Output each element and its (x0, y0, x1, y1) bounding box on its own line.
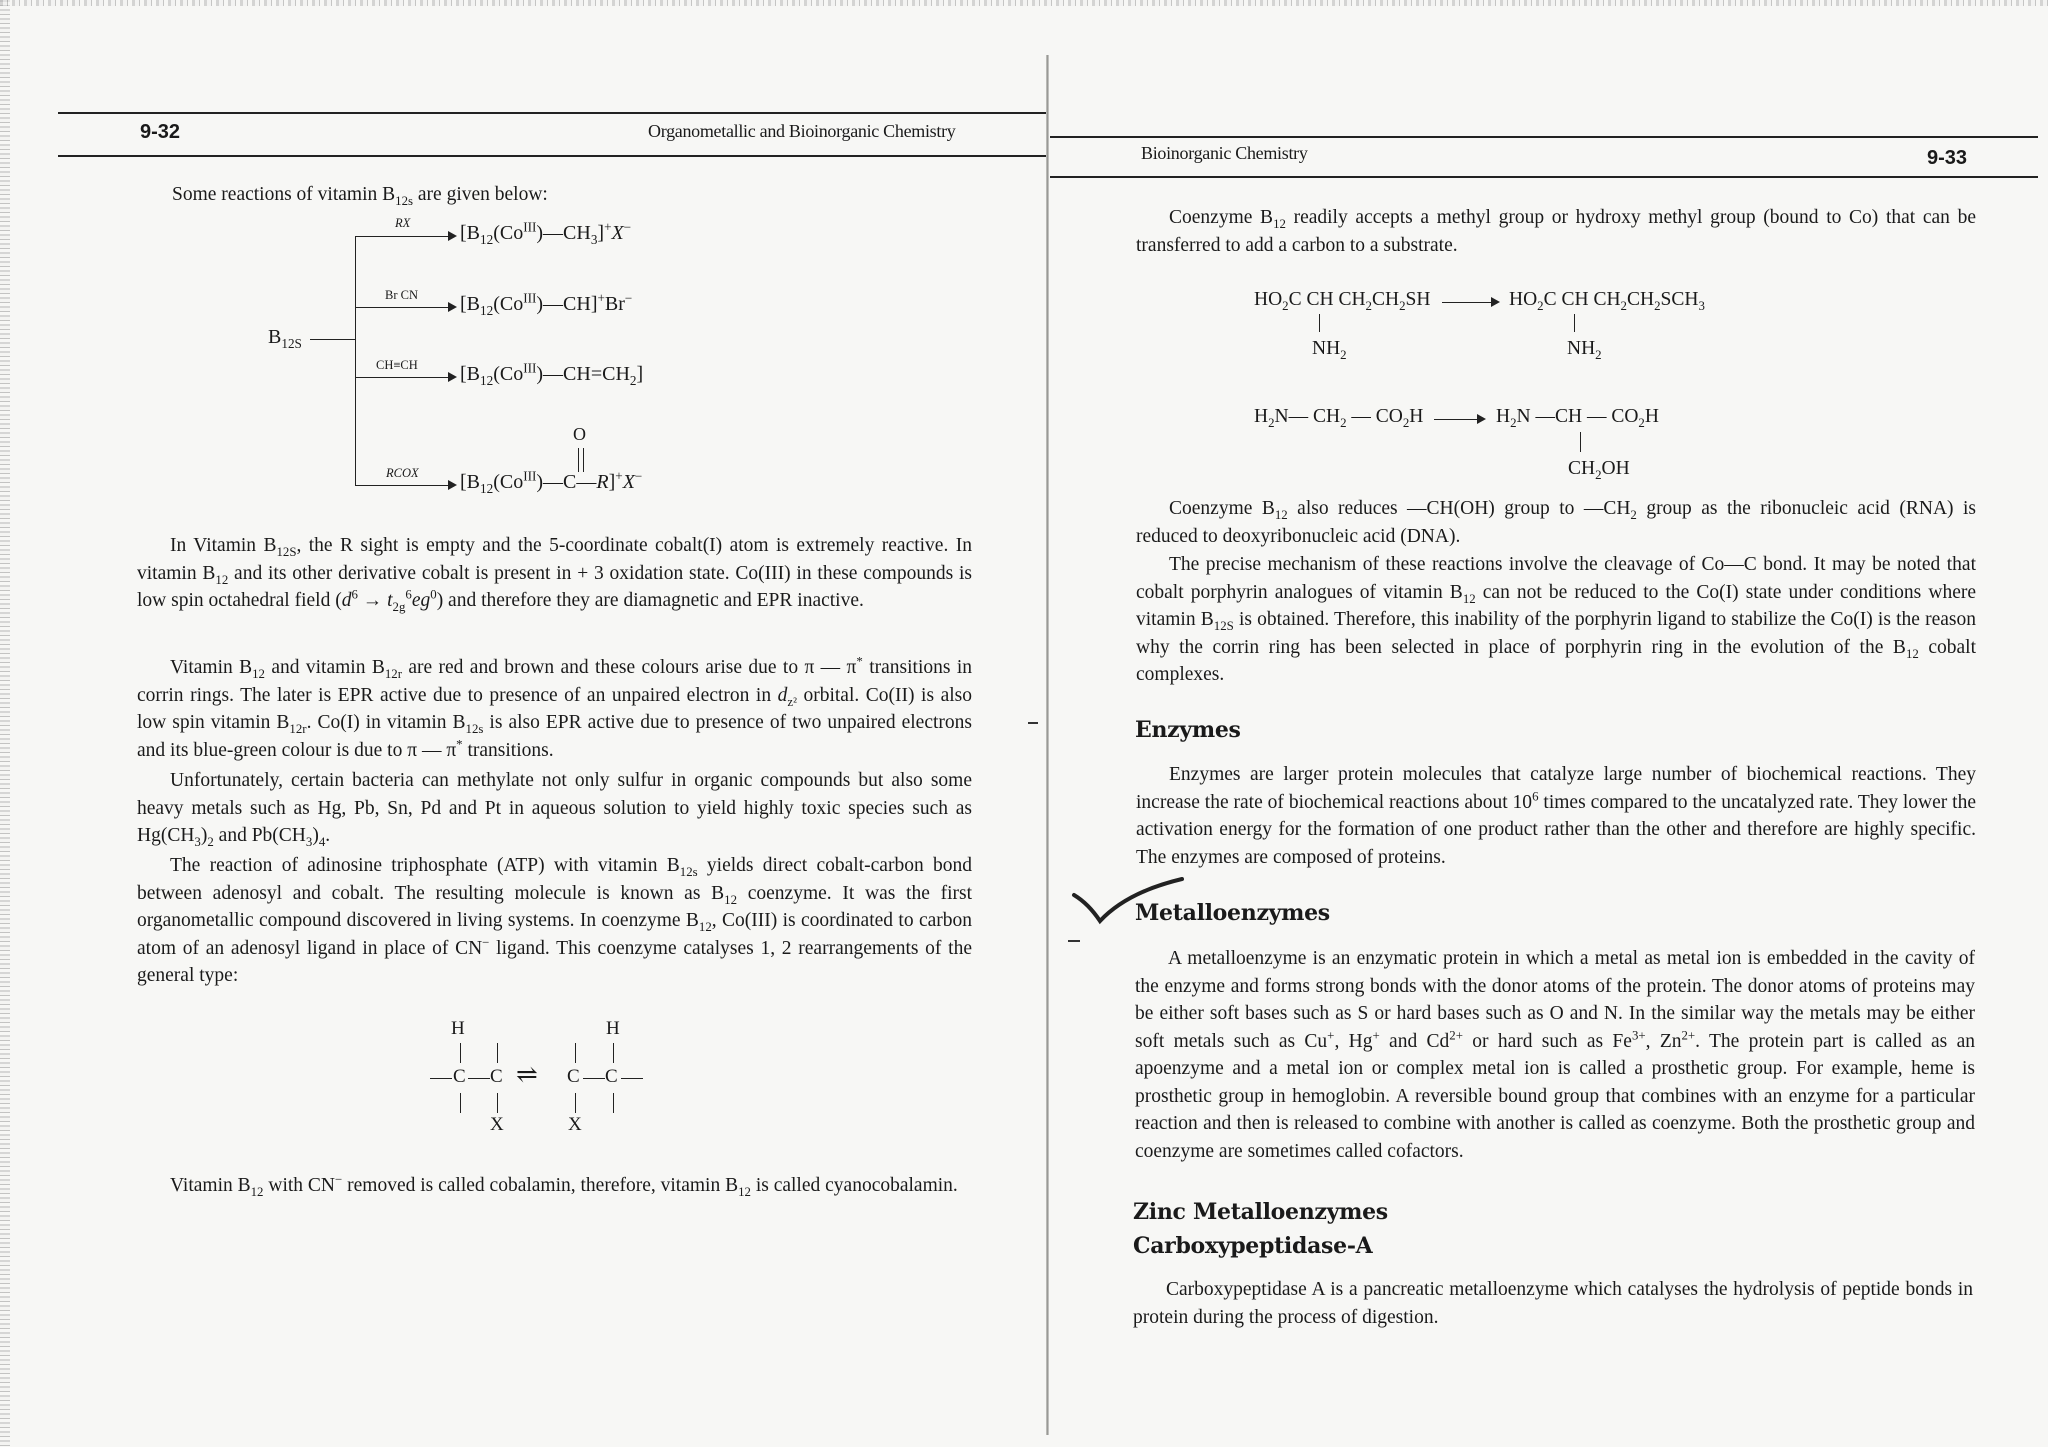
paragraph-vitamin-b12s: In Vitamin $B_{12S}$, the R sight is empty and the 5-coordinate cobalt(I) atom is extremely reactive. In vitamin $B_{12}$ and its other derivative cobalt is present in + 3 oxidation state. Co(III) in these compounds is low spin octahedral field $(d^6 \to t_{2g}^6eg^0)$ and therefore they are diamagnetic and EPR inactive. (137, 535, 972, 614)
paragraph-carboxypeptidase: Carboxypeptidase A is a pancreatic metalloenzyme which catalyses the hydrolysis of peptide bonds in protein during the process of digestion. (1133, 1279, 1973, 1328)
bond-bot-left1 (460, 1093, 461, 1113)
carbonyl-bond-b (583, 448, 584, 472)
header-rule-bottom (58, 155, 1046, 157)
margin-dash-2 (1068, 940, 1080, 942)
bond-left-outer (430, 1078, 452, 1079)
paragraph-cobalamin: Vitamin $B_{12}$ with CN− removed is called cobalamin, therefore, vitamin $B_{12}$ is called cyanocobalamin. (170, 1172, 958, 1199)
heading-carboxypeptidase: Carboxypeptidase-A (1133, 1233, 1373, 1259)
rearr-h-right: H (606, 1018, 620, 1039)
bond-x-right (575, 1093, 576, 1113)
header-rule-bottom (1050, 176, 2038, 178)
rearr-c2: C (490, 1066, 503, 1087)
right-page (1050, 0, 2048, 1447)
branch-arrow-3 (355, 377, 455, 378)
rearr-x-right: X (568, 1114, 582, 1135)
paragraph-enzymes: Enzymes are larger protein molecules that catalyze large number of biochemical reactions. They increase the rate of biochemical reactions about $10^6$ times compared to the uncatalyzed rate. They lower the activation energy for the formation of one product rather than the other and therefore are highly specific. The enzymes are composed of proteins. (1136, 764, 1976, 868)
eq1-nh2-left: $NH_2$ (1312, 338, 1347, 362)
eq1-nh2-right: $NH_2$ (1567, 338, 1602, 362)
scheme-trunk (355, 236, 356, 486)
heading-zinc-metalloenzymes: Zinc Metalloenzymes (1133, 1199, 1388, 1225)
rearr-c4: C (605, 1066, 618, 1087)
running-head: Bioinorganic Chemistry (1141, 143, 1308, 163)
branch-reagent-3: CH≡CH (376, 358, 418, 372)
branch-reagent-2: Br CN (385, 288, 418, 302)
branch-reagent-4: RCOX (386, 466, 419, 480)
branch-product-3: $[B_{12}(Co^{III})—CH=CH_2]$ (460, 360, 644, 388)
paragraph-metalloenzymes: A metalloenzyme is an enzymatic protein in which a metal as metal ion is embedded in the cavity of the enzyme and forms strong bonds with the donor atoms of the protein. The donor atoms of proteins may be either soft bases such as S or hard bases such as O and N. In the similar way the metals may be either soft metals such as Cu+, Hg+ and $Cd^{2+}$ or hard such as $Fe^{3+}$, $Zn^{2+}$. The protein part is called as an apoenzyme and a metal ion or complex metal ion is called a prosthetic group. For example, heme is prosthetic group in hemoglobin. A reversible bound group that combines with an enzyme for a particular reaction and then is released to combine with another is called as coenzyme. Both the prosthetic group and coenzyme are sometimes called cofactors. (1135, 948, 1975, 1162)
branch-arrow-2 (355, 307, 455, 308)
branch-product-4: $[B_{12}(Co^{III})—C—R]^+X^-$ (460, 468, 643, 496)
rearr-h-left: H (451, 1018, 465, 1039)
eq1-reactant: $HO_2C$ CH $CH_2CH_2SH$ (1254, 289, 1431, 313)
branch-product-2: $[B_{12}(Co^{III})—CH]^+Br^-$ (460, 290, 633, 318)
carbonyl-oxygen: O (573, 424, 586, 444)
bond-x-left (497, 1093, 498, 1113)
bond-bot-right2 (613, 1093, 614, 1113)
margin-dash-1 (1028, 722, 1038, 724)
scheme-reactant: $B_{12S}$ (268, 326, 302, 351)
eq2-product: $H_2N$ —CH — $CO_2H$ (1496, 406, 1659, 430)
heading-enzymes: Enzymes (1135, 717, 1241, 743)
eq1-bond-left (1319, 314, 1320, 332)
bond-c3-c4 (583, 1078, 605, 1079)
scheme-intro: Some reactions of vitamin $B_{12s}$ are given below: (172, 184, 548, 208)
paragraph-colour: Vitamin $B_{12}$ and vitamin $B_{12r}$ are red and brown and these colours arise due to π — π* transitions in corrin rings. The later is EPR active due to presence of an unpaired electron in $d_{z^2}$ orbital. Co(II) is also low spin vitamin $B_{12r}$. Co(I) in vitamin $B_{12s}$ is also EPR active due to presence of two unpaired electrons and its blue-green colour is due to π — π* transitions. (137, 654, 972, 761)
paragraph-rna: Coenzyme $B_{12}$ also reduces —CH(OH) group to $—CH_2$ group as the ribonucleic acid (RNA) is reduced to deoxyribonucleic acid (DNA). (1136, 498, 1976, 547)
eq1-bond-right (1574, 314, 1575, 332)
carbonyl-bond-a (578, 448, 579, 472)
bond-top-right1 (575, 1043, 576, 1063)
paragraph-bacteria: Unfortunately, certain bacteria can methylate not only sulfur in organic compounds but also some heavy metals such as Hg, Pb, Sn, Pd and Pt in aqueous solution to yield highly toxic species such as $Hg(CH_3)_2$ and $Pb(CH_3)_4$. (137, 770, 972, 849)
bond-top-left2 (497, 1043, 498, 1063)
heading-metalloenzymes: Metalloenzymes (1135, 900, 1330, 926)
branch-arrow-1 (355, 236, 455, 237)
rearr-c3: C (567, 1066, 580, 1087)
eq2-arrow (1434, 419, 1484, 420)
branch-reagent-1: RX (395, 216, 411, 230)
header-rule-top (58, 112, 1046, 114)
branch-product-1: $[B_{12}(Co^{III})—CH_3]^+X^-$ (460, 219, 632, 247)
rearr-x-left: X (490, 1114, 504, 1135)
bond-h-right (613, 1043, 614, 1063)
page-number: 9-33 (1927, 147, 1968, 169)
rearr-c1: C (453, 1066, 466, 1087)
bond-c1-c2 (468, 1078, 490, 1079)
pen-checkmark (1070, 875, 1190, 945)
header-rule-top (1050, 136, 2038, 138)
paragraph-atp: The reaction of adinosine triphosphate (ATP) with vitamin $B_{12s}$ yields direct cobalt-carbon bond between adenosyl and cobalt. The resulting molecule is known as $B_{12}$ coenzyme. It was the first organometallic compound discovered in living systems. In coenzyme $B_{12}$, Co(III) is coordinated to carbon atom of an adenosyl ligand in place of CN− ligand. This coenzyme catalyses 1, 2 rearrangements of the general type: (137, 855, 972, 986)
paragraph-mechanism: The precise mechanism of these reactions involve the cleavage of Co—C bond. It may be noted that cobalt porphyrin analogues of vitamin $B_{12}$ can not be reduced to the Co(I) state under conditions where vitamin $B_{12S}$ is obtained. Therefore, this inability of the porphyrin ligand to stabilize the Co(I) is the reason why the corrin ring has been selected in place of porphyrin ring in the evolution of the $B_{12}$ cobalt complexes. (1136, 554, 1976, 685)
bond-h-left (460, 1043, 461, 1063)
page-number: 9-32 (140, 121, 181, 143)
eq2-ch2oh: $CH_2OH$ (1568, 458, 1630, 482)
equilibrium-arrow: ⇌ (516, 1060, 538, 1089)
running-head: Organometallic and Bioinorganic Chemistry (648, 121, 956, 141)
scheme-stem (310, 339, 355, 340)
eq2-reactant: $H_2N—$ $CH_2$ — $CO_2H$ (1254, 406, 1424, 430)
paragraph-coenzyme-methyl: Coenzyme $B_{12}$ readily accepts a methyl group or hydroxy methyl group (bound to Co) that can be transferred to add a carbon to a substrate. (1136, 207, 1976, 256)
eq1-arrow (1442, 302, 1498, 303)
eq2-bond (1580, 432, 1581, 452)
bond-right-outer (621, 1078, 643, 1079)
branch-arrow-4 (355, 485, 455, 486)
eq1-product: $HO_2C$ CH $CH_2CH_2SCH_3$ (1509, 289, 1705, 313)
